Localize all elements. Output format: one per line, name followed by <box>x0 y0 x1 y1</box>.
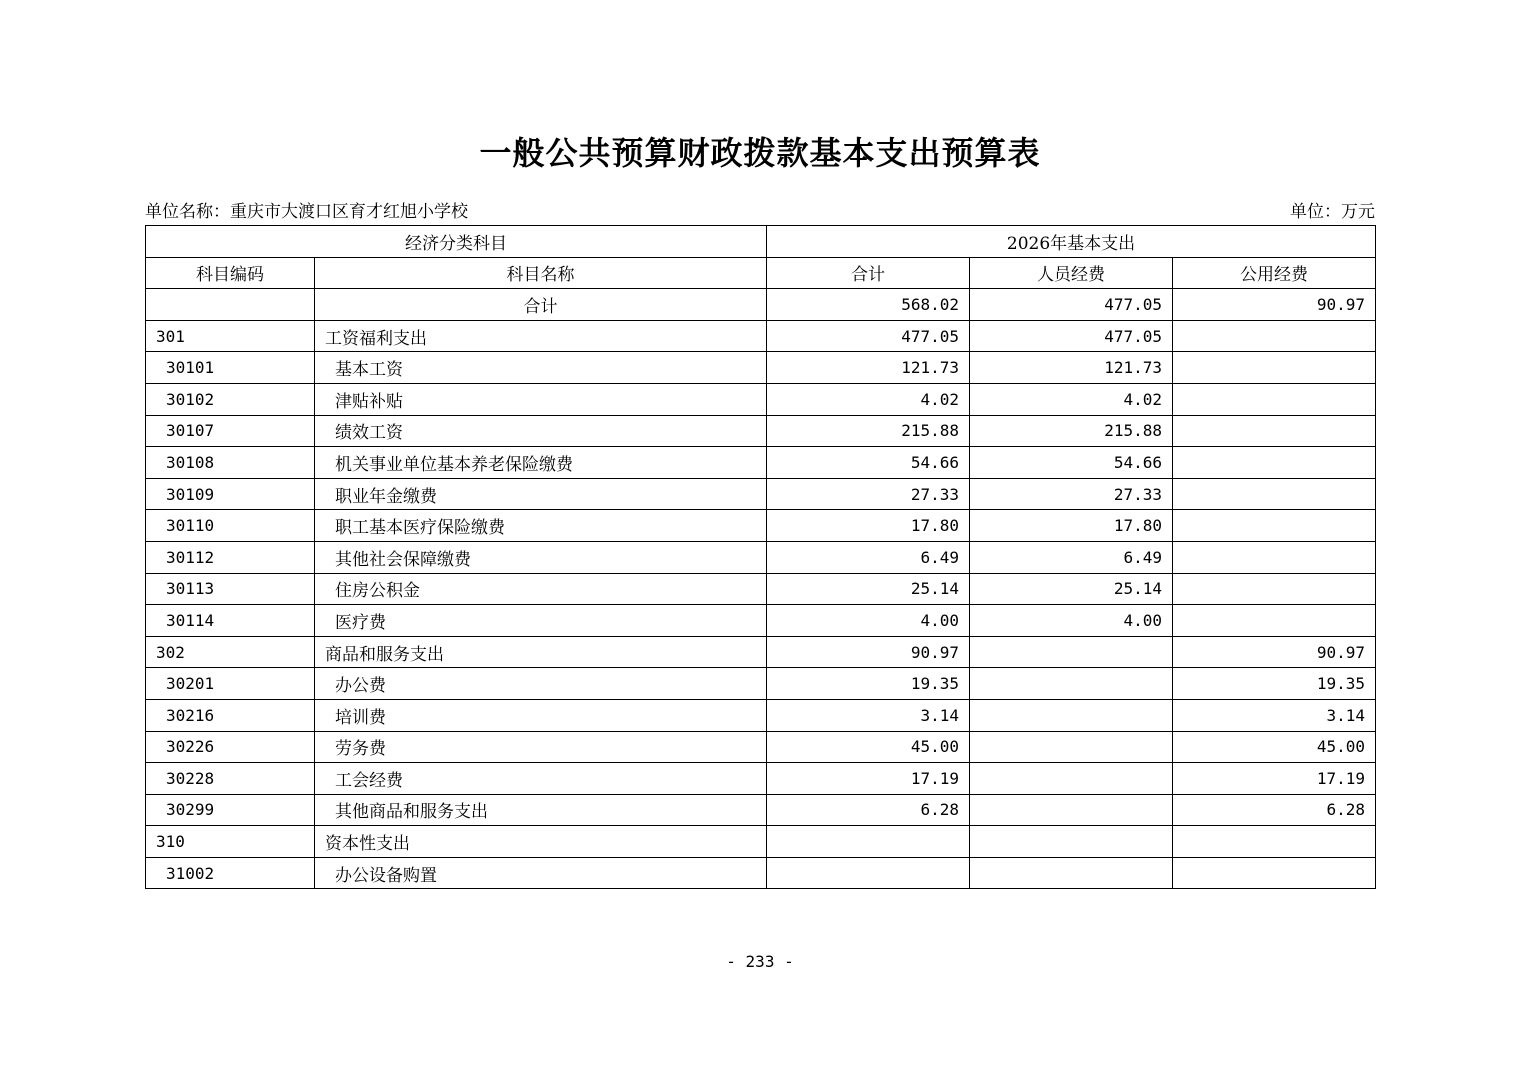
row-personnel: 17.80 <box>970 510 1173 542</box>
row-public <box>1173 510 1376 542</box>
row-public <box>1173 857 1376 889</box>
header-group-row <box>146 226 1376 258</box>
row-personnel <box>970 826 1173 858</box>
row-public <box>1173 573 1376 605</box>
header-subject-code: 科目编码 <box>146 257 315 289</box>
total-row-label: 合计 <box>315 289 767 321</box>
row-personnel <box>970 731 1173 763</box>
row-name: 职业年金缴费 <box>315 478 767 510</box>
row-code: 30109 <box>146 478 315 510</box>
row-public <box>1173 478 1376 510</box>
row-public: 17.19 <box>1173 763 1376 795</box>
row-name: 其他商品和服务支出 <box>315 794 767 826</box>
header-basic-expenditure: 2026年基本支出 <box>767 226 1376 258</box>
row-personnel: 4.00 <box>970 605 1173 637</box>
page-title: 一般公共预算财政拨款基本支出预算表 <box>479 134 1041 172</box>
row-personnel: 477.05 <box>970 320 1173 352</box>
table-row <box>146 573 1376 605</box>
row-public <box>1173 605 1376 637</box>
row-total: 4.00 <box>767 605 970 637</box>
row-public <box>1173 447 1376 479</box>
row-name: 津贴补贴 <box>315 383 767 415</box>
row-name: 商品和服务支出 <box>315 636 767 668</box>
row-code: 30108 <box>146 447 315 479</box>
row-public <box>1173 320 1376 352</box>
row-name: 其他社会保障缴费 <box>315 541 767 573</box>
total-row-personnel: 477.05 <box>970 289 1173 321</box>
row-total: 90.97 <box>767 636 970 668</box>
table-row <box>146 605 1376 637</box>
row-total: 3.14 <box>767 699 970 731</box>
row-code: 301 <box>146 320 315 352</box>
table-row <box>146 763 1376 795</box>
row-public: 45.00 <box>1173 731 1376 763</box>
table-row <box>146 668 1376 700</box>
row-name: 机关事业单位基本养老保险缴费 <box>315 447 767 479</box>
row-code: 302 <box>146 636 315 668</box>
row-name: 工资福利支出 <box>315 320 767 352</box>
row-total: 45.00 <box>767 731 970 763</box>
table-row <box>146 447 1376 479</box>
row-total: 17.19 <box>767 763 970 795</box>
row-total: 19.35 <box>767 668 970 700</box>
row-personnel: 4.02 <box>970 383 1173 415</box>
row-code: 31002 <box>146 857 315 889</box>
row-name: 住房公积金 <box>315 573 767 605</box>
header-economic-classification: 经济分类科目 <box>146 226 767 258</box>
table-row <box>146 541 1376 573</box>
row-personnel <box>970 699 1173 731</box>
row-code: 30201 <box>146 668 315 700</box>
row-code: 30228 <box>146 763 315 795</box>
row-personnel <box>970 636 1173 668</box>
row-total: 27.33 <box>767 478 970 510</box>
row-public <box>1173 826 1376 858</box>
row-personnel: 27.33 <box>970 478 1173 510</box>
row-code: 30107 <box>146 415 315 447</box>
row-public: 19.35 <box>1173 668 1376 700</box>
row-total: 54.66 <box>767 447 970 479</box>
row-code: 30112 <box>146 541 315 573</box>
row-personnel: 6.49 <box>970 541 1173 573</box>
row-personnel <box>970 763 1173 795</box>
budget-table <box>145 225 1376 889</box>
row-personnel: 121.73 <box>970 352 1173 384</box>
row-code: 30216 <box>146 699 315 731</box>
row-code: 30102 <box>146 383 315 415</box>
row-name: 办公设备购置 <box>315 857 767 889</box>
total-row-code <box>146 289 315 321</box>
header-subject-name: 科目名称 <box>315 257 767 289</box>
page-number: - 233 - <box>726 952 794 971</box>
row-total: 6.28 <box>767 794 970 826</box>
row-personnel: 215.88 <box>970 415 1173 447</box>
row-name: 资本性支出 <box>315 826 767 858</box>
row-public <box>1173 415 1376 447</box>
unit-label: 单位：万元 <box>1290 202 1375 222</box>
table-row <box>146 826 1376 858</box>
table-row <box>146 383 1376 415</box>
table-row <box>146 794 1376 826</box>
row-total: 6.49 <box>767 541 970 573</box>
row-name: 劳务费 <box>315 731 767 763</box>
unit-name-label: 单位名称：重庆市大渡口区育才红旭小学校 <box>145 202 468 222</box>
row-name: 医疗费 <box>315 605 767 637</box>
total-row <box>146 289 1376 321</box>
row-total <box>767 826 970 858</box>
total-row-public: 90.97 <box>1173 289 1376 321</box>
row-code: 30114 <box>146 605 315 637</box>
row-total: 17.80 <box>767 510 970 542</box>
header-public: 公用经费 <box>1173 257 1376 289</box>
row-code: 30226 <box>146 731 315 763</box>
row-total: 477.05 <box>767 320 970 352</box>
row-code: 30101 <box>146 352 315 384</box>
row-public: 90.97 <box>1173 636 1376 668</box>
row-total: 121.73 <box>767 352 970 384</box>
row-total: 215.88 <box>767 415 970 447</box>
row-name: 职工基本医疗保险缴费 <box>315 510 767 542</box>
table-row <box>146 699 1376 731</box>
row-name: 工会经费 <box>315 763 767 795</box>
row-code: 30110 <box>146 510 315 542</box>
row-personnel <box>970 794 1173 826</box>
row-public: 3.14 <box>1173 699 1376 731</box>
row-public <box>1173 541 1376 573</box>
table-row <box>146 731 1376 763</box>
row-code: 30299 <box>146 794 315 826</box>
table-row <box>146 510 1376 542</box>
header-total: 合计 <box>767 257 970 289</box>
row-name: 办公费 <box>315 668 767 700</box>
table-row <box>146 352 1376 384</box>
header-column-row <box>146 257 1376 289</box>
row-personnel: 25.14 <box>970 573 1173 605</box>
total-row-total: 568.02 <box>767 289 970 321</box>
header-personnel: 人员经费 <box>970 257 1173 289</box>
table-row <box>146 857 1376 889</box>
row-personnel <box>970 857 1173 889</box>
row-personnel: 54.66 <box>970 447 1173 479</box>
row-total: 4.02 <box>767 383 970 415</box>
row-personnel <box>970 668 1173 700</box>
row-total: 25.14 <box>767 573 970 605</box>
row-public: 6.28 <box>1173 794 1376 826</box>
row-name: 绩效工资 <box>315 415 767 447</box>
row-public <box>1173 383 1376 415</box>
row-public <box>1173 352 1376 384</box>
table-row <box>146 320 1376 352</box>
row-name: 培训费 <box>315 699 767 731</box>
row-name: 基本工资 <box>315 352 767 384</box>
row-code: 310 <box>146 826 315 858</box>
table-row <box>146 636 1376 668</box>
row-code: 30113 <box>146 573 315 605</box>
row-total <box>767 857 970 889</box>
table-row <box>146 415 1376 447</box>
table-row <box>146 478 1376 510</box>
